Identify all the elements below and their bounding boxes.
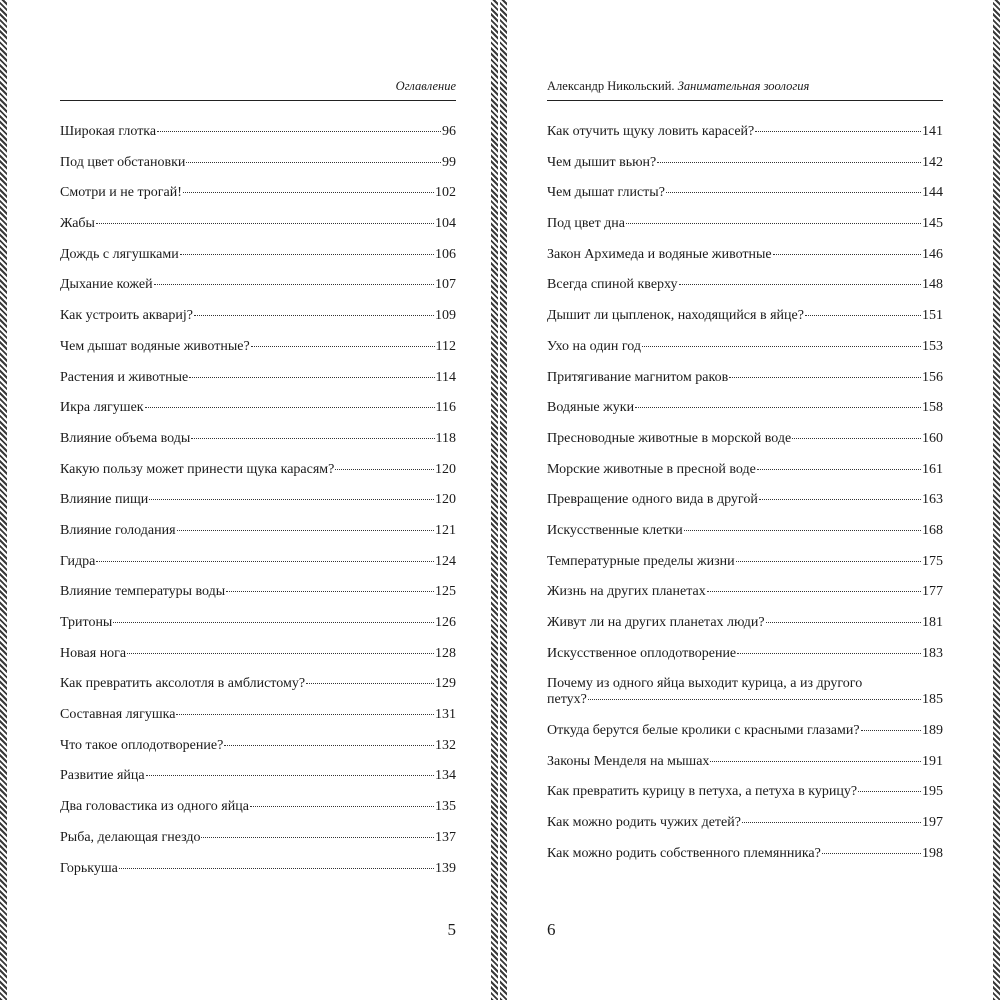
toc-entry-title: Дождь с лягушками xyxy=(60,246,179,262)
leader-dots xyxy=(642,345,921,347)
toc-entry xyxy=(60,615,456,631)
toc-entry-title: Широкая глотка xyxy=(60,124,157,139)
leader-dots xyxy=(157,130,441,132)
page-number: 6 xyxy=(547,920,556,939)
toc-entry xyxy=(60,339,456,355)
leader-dots xyxy=(635,406,921,408)
leader-dots xyxy=(858,790,921,792)
toc-entry xyxy=(547,815,943,831)
toc-entry-page: 168 xyxy=(922,522,943,538)
leader-dots xyxy=(588,698,921,700)
leader-dots xyxy=(626,222,921,224)
toc-entry xyxy=(547,554,943,570)
toc-entry-page: 153 xyxy=(922,338,943,354)
right-page xyxy=(547,0,943,1000)
toc-entry-title: Как можно родить чужих детей? xyxy=(547,815,741,831)
toc-entry-title-cont: петух? xyxy=(547,692,587,708)
toc-entry-page: 142 xyxy=(922,154,943,170)
toc-entry-page: 175 xyxy=(922,553,943,569)
toc-entry xyxy=(547,185,943,201)
toc-entry xyxy=(60,431,456,447)
toc-entry xyxy=(60,124,456,140)
toc-entry-title: Жабы xyxy=(60,216,95,232)
spine-edge-left xyxy=(491,0,498,1000)
toc-entry-title: Живут ли на других планетах люди? xyxy=(547,615,765,630)
toc-entry-title: Как устроить аквариј? xyxy=(60,308,193,324)
leader-dots xyxy=(335,468,434,470)
toc-entry-continuation xyxy=(547,692,943,708)
toc-entry xyxy=(547,339,943,355)
toc-entry-page: 191 xyxy=(922,753,943,769)
toc-entry-title: Под цвет дна xyxy=(547,216,626,232)
toc-entry xyxy=(60,155,456,171)
toc-entry xyxy=(547,523,943,539)
leader-dots xyxy=(679,283,921,285)
toc-entry-title: Икра лягушек xyxy=(60,400,144,416)
toc-entry-title: Всегда спиной кверху xyxy=(547,277,678,293)
toc-entry-title: Превращение одного вида в другой xyxy=(547,492,758,508)
leader-dots xyxy=(729,376,921,378)
toc-entry-page: 120 xyxy=(435,461,456,477)
spine-edge-right xyxy=(500,0,507,1000)
toc-entry-title: Как отучить щуку ловить карасей? xyxy=(547,124,755,139)
toc-entry-page: 102 xyxy=(435,185,456,201)
toc-entry xyxy=(60,523,456,539)
leader-dots xyxy=(145,406,435,408)
leader-dots xyxy=(759,498,921,500)
toc-entry-page: 124 xyxy=(435,553,456,569)
toc-entry-title: Как превратить аксолотля в амблистому? xyxy=(60,676,306,692)
toc-entry-page: 197 xyxy=(922,815,943,831)
toc-entry-title: Гидра xyxy=(60,553,96,569)
toc-entry-page: 146 xyxy=(922,246,943,262)
page-edge-right xyxy=(993,0,1000,1000)
toc-entry-title: Искусственное оплодотворение xyxy=(547,645,737,661)
toc-entry xyxy=(60,370,456,386)
toc-entry xyxy=(547,370,943,386)
toc-entry-title: Дыхание кожей xyxy=(60,277,153,293)
leader-dots xyxy=(251,345,435,347)
toc-entry-page: 156 xyxy=(922,369,943,385)
leader-dots xyxy=(755,130,921,132)
header-author: Александр Никольский. xyxy=(547,79,675,93)
toc-entry xyxy=(547,723,943,739)
toc-entry xyxy=(547,584,943,600)
toc-entry-title: Ухо на один год xyxy=(547,338,642,354)
leader-dots xyxy=(96,222,434,224)
toc-entry-title: Искусственные клетки xyxy=(547,522,683,538)
toc-entry-title: Как можно родить собственного племянника? xyxy=(547,845,821,861)
page-edge-left xyxy=(0,0,7,1000)
toc-entry-page: 131 xyxy=(435,707,456,723)
toc-entry-page: 151 xyxy=(922,308,943,324)
leader-dots xyxy=(737,652,921,654)
toc-entry xyxy=(547,247,943,263)
toc-entry xyxy=(60,768,456,784)
leader-dots xyxy=(766,621,921,623)
leader-dots xyxy=(194,314,434,316)
leader-dots xyxy=(861,729,921,731)
toc-entry xyxy=(547,646,943,662)
toc-entry-title: Развитие яйца xyxy=(60,768,145,784)
toc-entry-title: Тритоны xyxy=(60,615,113,630)
toc-entry-title: Закон Архимеда и водяные животные xyxy=(547,246,772,262)
toc-entry xyxy=(547,754,943,770)
toc-entry-title: Горькуша xyxy=(60,860,118,876)
toc-entry xyxy=(60,830,456,846)
toc-entry-page: 145 xyxy=(922,216,943,232)
toc-entry-page: 96 xyxy=(442,124,456,139)
toc-entry xyxy=(547,431,943,447)
toc-entry xyxy=(60,554,456,570)
toc-entry-page: 104 xyxy=(435,216,456,232)
toc-entry-page: 120 xyxy=(435,492,456,508)
toc-entry-title: Морские животные в пресной воде xyxy=(547,461,756,477)
toc-entry-page: 121 xyxy=(435,522,456,538)
toc-entry xyxy=(60,861,456,877)
toc-entry xyxy=(547,124,943,140)
toc-entry-title: Пресноводные животные в морской воде xyxy=(547,430,792,446)
toc-entry-title: Законы Менделя на мышах xyxy=(547,753,710,769)
toc-entry-title: Под цвет обстановки xyxy=(60,154,186,170)
toc-entry-title: Температурные пределы жизни xyxy=(547,553,735,569)
leader-dots xyxy=(757,468,921,470)
toc-entry xyxy=(547,462,943,478)
toc-entry-page: 141 xyxy=(922,124,943,139)
leader-dots xyxy=(250,805,434,807)
leader-dots xyxy=(684,529,921,531)
leader-dots xyxy=(822,852,921,854)
toc-entry-page: 195 xyxy=(922,784,943,800)
leader-dots xyxy=(710,760,921,762)
leader-dots xyxy=(183,191,434,193)
leader-dots xyxy=(201,836,434,838)
toc-entry xyxy=(547,492,943,508)
toc-entry-page: 132 xyxy=(435,737,456,753)
toc-entry xyxy=(60,277,456,293)
toc-entry-page: 163 xyxy=(922,492,943,508)
toc-entry-page: 99 xyxy=(442,154,456,170)
toc-entry xyxy=(60,799,456,815)
table-of-contents xyxy=(547,124,943,877)
toc-entry-title: Новая нога xyxy=(60,645,127,661)
leader-dots xyxy=(146,774,434,776)
toc-entry-title: Два головастика из одного яйца xyxy=(60,799,249,815)
toc-entry-page: 189 xyxy=(922,723,943,739)
toc-entry-page: 177 xyxy=(922,584,943,600)
toc-entry xyxy=(60,462,456,478)
toc-entry-page: 134 xyxy=(435,768,456,784)
leader-dots xyxy=(773,253,921,255)
toc-entry-title: Смотри и не трогай! xyxy=(60,185,182,201)
toc-entry xyxy=(60,492,456,508)
toc-entry xyxy=(547,308,943,324)
toc-entry-title: Дышит ли цыпленок, находящийся в яйце? xyxy=(547,308,804,324)
toc-entry-page: 128 xyxy=(435,645,456,661)
leader-dots xyxy=(742,821,921,823)
toc-entry-title: Какую пользу может принести щука карасям? xyxy=(60,461,335,477)
leader-dots xyxy=(113,621,434,623)
leader-dots xyxy=(180,253,434,255)
left-page xyxy=(60,0,456,1000)
toc-entry-title: Растения и животные xyxy=(60,369,189,385)
leader-dots xyxy=(657,161,921,163)
toc-entry xyxy=(60,676,456,692)
toc-entry xyxy=(547,155,943,171)
header-book-title: Занимательная зоология xyxy=(677,79,810,93)
toc-entry xyxy=(547,277,943,293)
toc-entry-page: 129 xyxy=(435,676,456,692)
toc-entry-page: 106 xyxy=(435,246,456,262)
toc-entry-page: 112 xyxy=(435,338,456,354)
toc-entry xyxy=(547,615,943,631)
leader-dots xyxy=(176,713,434,715)
toc-entry xyxy=(60,707,456,723)
toc-entry-page: 183 xyxy=(922,645,943,661)
leader-dots xyxy=(191,437,434,439)
toc-entry-page: 185 xyxy=(922,692,943,708)
toc-entry-page: 107 xyxy=(435,277,456,293)
toc-entry-page: 125 xyxy=(435,584,456,600)
toc-entry-title: Чем дышат водяные животные? xyxy=(60,338,250,354)
toc-entry-page: 137 xyxy=(435,829,456,845)
leader-dots xyxy=(186,161,441,163)
toc-entry xyxy=(60,400,456,416)
toc-entry-page: 144 xyxy=(922,185,943,201)
leader-dots xyxy=(96,560,434,562)
toc-entry-title: Откуда берутся белые кролики с красными глазами? xyxy=(547,723,860,739)
running-header: Оглавление xyxy=(60,79,456,101)
toc-entry-title: Чем дышат глисты? xyxy=(547,185,665,201)
toc-entry-page: 116 xyxy=(435,400,456,416)
leader-dots xyxy=(149,498,434,500)
leader-dots xyxy=(306,682,434,684)
toc-entry xyxy=(60,584,456,600)
toc-entry-page: 139 xyxy=(435,860,456,876)
toc-entry-page: 109 xyxy=(435,308,456,324)
toc-entry-title: Составная лягушка xyxy=(60,707,176,723)
toc-entry-page: 160 xyxy=(922,430,943,446)
toc-entry-page: 161 xyxy=(922,461,943,477)
toc-entry xyxy=(60,738,456,754)
toc-entry-page: 181 xyxy=(922,615,943,630)
toc-entry xyxy=(547,846,943,862)
leader-dots xyxy=(224,744,434,746)
leader-dots xyxy=(154,283,434,285)
table-of-contents xyxy=(60,124,456,891)
toc-entry-page: 158 xyxy=(922,400,943,416)
toc-entry-page: 118 xyxy=(435,430,456,446)
toc-entry xyxy=(547,400,943,416)
toc-entry-title: Жизнь на других планетах xyxy=(547,584,706,600)
page-number: 5 xyxy=(447,920,456,939)
leader-dots xyxy=(736,560,921,562)
toc-entry-page: 114 xyxy=(435,369,456,385)
toc-entry xyxy=(547,676,943,708)
toc-entry-title: Рыба, делающая гнездо xyxy=(60,829,201,845)
toc-entry-page: 198 xyxy=(922,845,943,861)
toc-entry-page: 126 xyxy=(435,615,456,630)
toc-entry xyxy=(60,247,456,263)
running-header xyxy=(547,79,943,101)
toc-entry-title: Влияние температуры воды xyxy=(60,584,226,600)
leader-dots xyxy=(127,652,434,654)
toc-entry-title: Притягивание магнитом раков xyxy=(547,369,729,385)
toc-entry-title: Влияние объема воды xyxy=(60,430,191,446)
toc-entry-title: Как превратить курицу в петуха, а петуха в курицу? xyxy=(547,784,858,800)
leader-dots xyxy=(226,590,434,592)
toc-entry-page: 148 xyxy=(922,277,943,293)
leader-dots xyxy=(189,376,434,378)
leader-dots xyxy=(119,867,434,869)
toc-entry xyxy=(60,308,456,324)
toc-entry xyxy=(60,216,456,232)
toc-entry xyxy=(60,646,456,662)
leader-dots xyxy=(792,437,921,439)
toc-entry-title: Чем дышит вьюн? xyxy=(547,154,657,170)
leader-dots xyxy=(177,529,434,531)
toc-entry xyxy=(60,185,456,201)
toc-entry xyxy=(547,216,943,232)
toc-entry-title: Почему из одного яйца выходит курица, а из другого xyxy=(547,676,863,692)
toc-entry-title: Водяные жуки xyxy=(547,400,635,416)
toc-entry-title: Влияние пищи xyxy=(60,492,149,508)
toc-entry-title: Влияние голодания xyxy=(60,522,176,538)
toc-entry-title: Что такое оплодотворение? xyxy=(60,737,224,753)
leader-dots xyxy=(666,191,921,193)
leader-dots xyxy=(805,314,921,316)
toc-entry xyxy=(547,784,943,800)
leader-dots xyxy=(707,590,921,592)
toc-entry-page: 135 xyxy=(435,799,456,815)
